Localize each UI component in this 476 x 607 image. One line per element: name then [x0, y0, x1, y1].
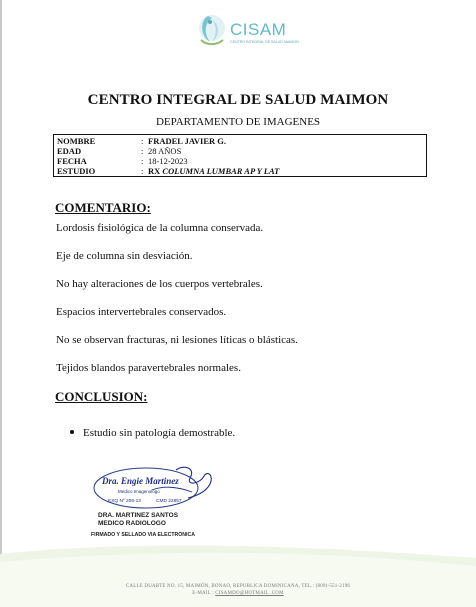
study-prefix: RX	[148, 166, 161, 176]
stamp-role: Medico Imagenologo	[118, 489, 160, 494]
page-title: CENTRO INTEGRAL DE SALUD MAIMON	[87, 92, 389, 108]
patient-name: FRADEL JAVIER G.	[148, 136, 227, 146]
footer-wave	[0, 540, 476, 607]
comment-heading: COMENTARIO:	[55, 200, 151, 215]
doctor-name: DRA. MARTINEZ SANTOS	[98, 512, 179, 519]
logo-subtitle: CENTRO INTEGRAL DE SALUD MAIMON	[230, 40, 299, 44]
comment-line: Tejidos blandos paravertebrales normales.	[56, 362, 241, 374]
study-value	[148, 166, 279, 176]
footer-address: CALLE DUARTE NO. 15, MAIMÓN, BONAO, REPUBLICA DOMINICANA, TEL.: (809)-551-2196	[125, 584, 351, 589]
department-title: DEPARTAMENTO DE IMAGENES	[155, 116, 321, 128]
study-name: COLUMNA LUMBAR AP Y LAT	[162, 166, 280, 176]
info-separator: :	[141, 166, 144, 176]
comment-line: No hay alteraciones de los cuerpos vertebrales.	[56, 278, 263, 290]
comment-line: Espacios intervertebrales conservados.	[56, 306, 227, 318]
stamp-name: Dra. Engie Martinez	[102, 476, 179, 486]
signature-stroke	[176, 467, 211, 498]
signature-stamp	[92, 462, 222, 512]
signed-note: FIRMADO Y SELLADO VIA ELECTRONICA	[91, 532, 195, 538]
info-key: ESTUDIO	[57, 166, 96, 176]
bullet-icon	[70, 430, 74, 434]
stamp-exq: EXQ Nº 206-13	[108, 499, 141, 504]
cisam-logo	[190, 10, 300, 52]
doctor-block	[98, 512, 178, 528]
logo-brand-text: CISAM	[230, 20, 287, 39]
info-separator: :	[141, 146, 144, 156]
info-key: NOMBRE	[57, 136, 96, 146]
doctor-role: MEDICO RADIOLOGO	[98, 520, 166, 527]
info-separator: :	[141, 156, 144, 166]
info-key: FECHA	[57, 156, 87, 166]
info-key: EDAD	[57, 146, 82, 156]
comment-line: Eje de columna sin desviación.	[56, 250, 193, 262]
footer-email-link[interactable]: CISAMDO@HOTMAIL .COM	[215, 591, 284, 596]
footer-email-label: E-MAIL :	[192, 591, 214, 596]
conclusion-item: Estudio sin patología demostrable.	[83, 427, 236, 439]
stamp-cmd: CMD 22857	[156, 499, 182, 504]
info-separator: :	[141, 136, 144, 146]
comment-line: Lordosis fisiológica de la columna conservada.	[56, 222, 264, 234]
conclusion-heading: CONCLUSION:	[55, 389, 148, 404]
logo-emblem-icon	[190, 10, 230, 52]
study-date: 18-12-2023	[148, 156, 188, 166]
patient-age: 28 AÑOS	[148, 146, 182, 156]
footer-email-line	[0, 591, 476, 596]
patient-info-box	[53, 134, 427, 177]
comment-line: No se observan fracturas, ni lesiones líticas o blásticas.	[56, 334, 298, 346]
